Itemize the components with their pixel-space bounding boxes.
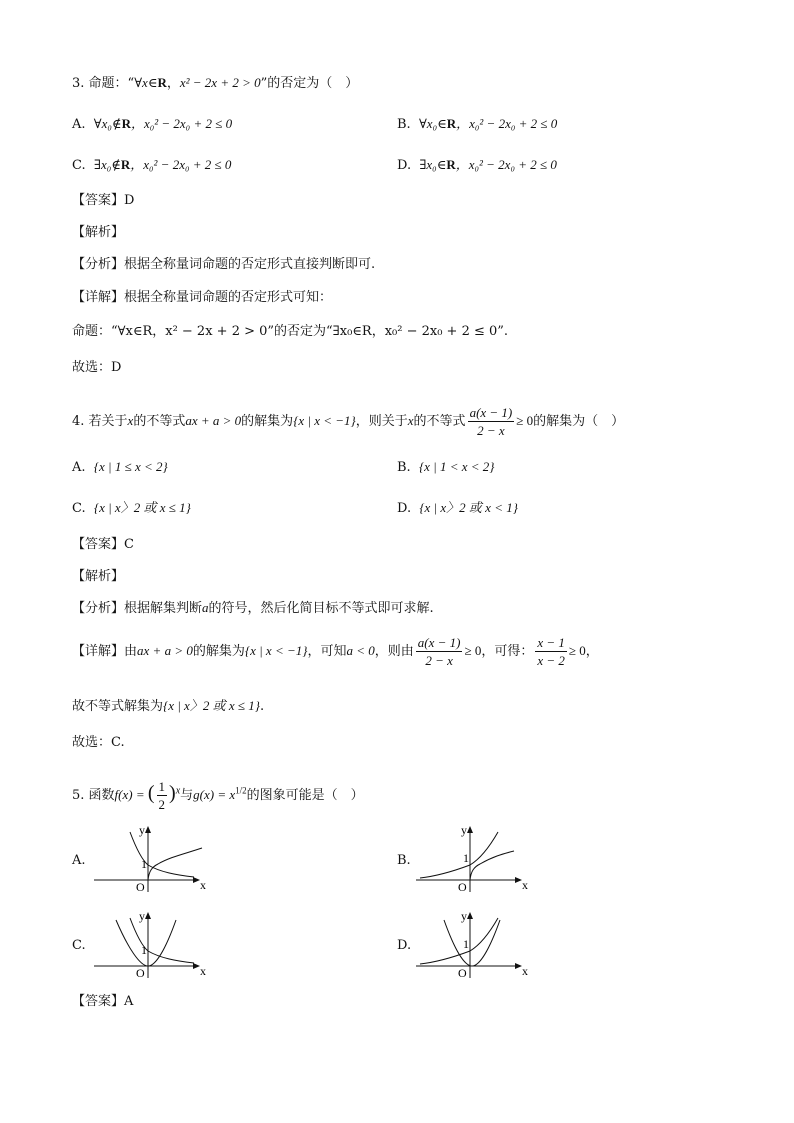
tick-label: 1 <box>141 943 147 957</box>
q4-option-c[interactable]: C. {x | x〉2 或 x ≤ 1} <box>72 500 191 516</box>
y-axis-label: y <box>139 909 145 923</box>
q4-xiangjie: 【详解】由ax + a > 0的解集为{x | x < −1}，可知a < 0，则由 $\frac{a(x - 1)}{2 - x}$ ≥ 0，可得： $\frac{x - 1}{x - 2}$ ≥ 0， <box>72 635 599 668</box>
q4-xj-fraction-1: $\frac{a(x - 1)}{2 - x}$ <box>417 635 461 668</box>
q4-fenxi: 【分析】根据解集判断a的符号，然后化简目标不等式即可求解. <box>72 600 434 616</box>
curve-exp-decay <box>130 918 194 963</box>
q4-option-d[interactable]: D. {x | x〉2 或 x < 1} <box>397 500 518 516</box>
y-axis-arrow-icon <box>145 912 151 919</box>
tick-label: 1 <box>463 851 469 865</box>
x-axis-label: x <box>522 964 528 978</box>
q3-option-a[interactable]: A. ∀x₀∉R，x₀² − 2x₀ + 2 ≤ 0 <box>72 116 233 132</box>
curve-exp-growth <box>420 918 498 964</box>
curve-exp-decay <box>130 832 194 877</box>
q4-xj-fraction-2: $\frac{x - 1}{x - 2}$ <box>537 635 565 668</box>
q3-detail-line: 命题：“∀x∈R，x² − 2x + 2 > 0”的否定为“∃x₀∈R，x₀² − 2x₀ + 2 ≤ 0”. <box>72 324 509 339</box>
origin-label: O <box>136 880 145 894</box>
q3-option-c[interactable]: C. ∃x₀∉R，x₀² − 2x₀ + 2 ≤ 0 <box>72 157 232 173</box>
y-axis-arrow-icon <box>467 912 473 919</box>
y-axis-label: y <box>461 823 467 837</box>
curve-parabola <box>444 920 500 966</box>
curve-sqrt <box>148 848 202 880</box>
q5-option-a[interactable]: A. <box>72 853 86 868</box>
q5-answer: 【答案】A <box>72 994 134 1009</box>
q3-analysis-tag: 【解析】 <box>72 225 125 240</box>
q5-graph-d[interactable] <box>414 908 534 984</box>
y-axis-label: y <box>139 823 145 837</box>
tick-label: 1 <box>141 857 147 871</box>
y-axis-arrow-icon <box>145 826 151 833</box>
curve-sqrt <box>470 851 514 880</box>
x-axis-arrow-icon <box>193 877 200 883</box>
x-axis-arrow-icon <box>193 963 200 969</box>
x-axis-label: x <box>200 878 206 892</box>
q5-option-c[interactable]: C. <box>72 938 86 953</box>
y-axis-arrow-icon <box>467 826 473 833</box>
q3-answer: 【答案】D <box>72 193 135 208</box>
origin-label: O <box>458 966 467 980</box>
q4-answer: 【答案】C <box>72 537 134 552</box>
q4-conclusion: 故不等式解集为{x | x〉2 或 x ≤ 1}. <box>72 698 265 714</box>
tick-label: 1 <box>463 937 469 951</box>
q5-stem: 5. 函数f(x) = ( $\frac{1}{2}$ )$^x$与$g(x) = x^{1/2}$的图象可能是（ ） <box>72 779 364 812</box>
x-axis-label: x <box>522 878 528 892</box>
q5-graph-b[interactable] <box>414 822 534 898</box>
q5-option-b[interactable]: B. <box>397 853 411 868</box>
q4-analysis-tag: 【解析】 <box>72 569 125 584</box>
q5-graph-a[interactable] <box>92 822 212 898</box>
q3-xiangjie: 【详解】根据全称量词命题的否定形式可知： <box>72 290 333 305</box>
curve-exp-growth <box>420 832 498 878</box>
q5-base-fraction: $\frac{1}{2}$ <box>158 779 166 812</box>
q4-stem: 4. 若关于x的不等式ax + a > 0的解集为{x | x < −1}，则关于x的不等式 $\frac{a(x - 1)}{2 - x}$ ≥ 0的解集为（ ） <box>72 405 625 438</box>
x-axis-arrow-icon <box>515 963 522 969</box>
y-axis-label: y <box>461 909 467 923</box>
x-axis-label: x <box>200 964 206 978</box>
q5-option-d[interactable]: D. <box>397 938 412 953</box>
q3-option-d[interactable]: D. ∃x₀∈R，x₀² − 2x₀ + 2 ≤ 0 <box>397 157 557 173</box>
x-axis-arrow-icon <box>515 877 522 883</box>
q4-stem-fraction: $\frac{a(x - 1)}{2 - x}$ <box>469 405 513 438</box>
q4-option-b[interactable]: B. {x | 1 < x < 2} <box>397 459 495 475</box>
origin-label: O <box>136 966 145 980</box>
q3-choose: 故选：D <box>72 360 122 375</box>
q4-option-a[interactable]: A. {x | 1 ≤ x < 2} <box>72 459 168 475</box>
q4-choose: 故选：C. <box>72 735 125 750</box>
origin-label: O <box>458 880 467 894</box>
q3-stem: 3. 命题：“∀x∈R，x² − 2x + 2 > 0”的否定为（ ） <box>72 75 359 91</box>
q3-fenxi: 【分析】根据全称量词命题的否定形式直接判断即可. <box>72 257 376 272</box>
q5-graph-c[interactable] <box>92 908 212 984</box>
q3-option-b[interactable]: B. ∀x₀∈R，x₀² − 2x₀ + 2 ≤ 0 <box>397 116 558 132</box>
